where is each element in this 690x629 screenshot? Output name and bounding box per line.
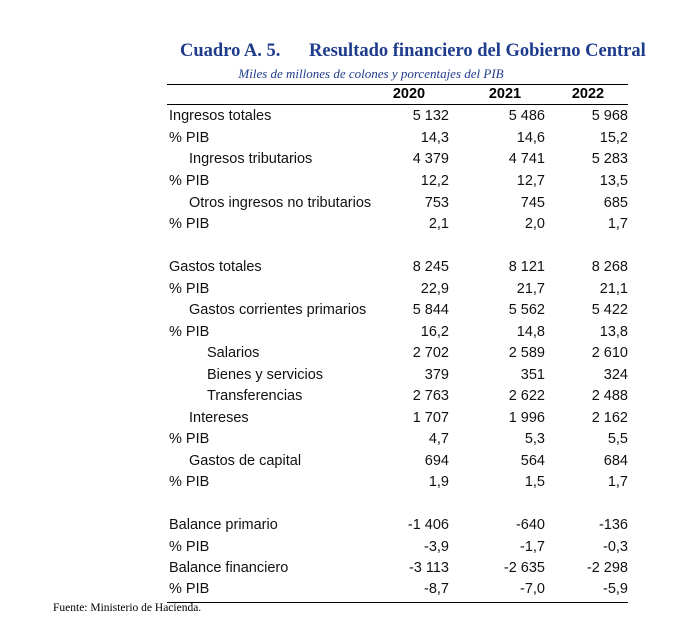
cell-2021: 5 562 (508, 302, 545, 318)
cell-2022: 5 422 (591, 302, 628, 318)
cell-2021: 14,6 (516, 130, 545, 146)
cell-2020: 12,2 (420, 173, 449, 189)
cell-2021: -7,0 (520, 581, 545, 597)
row-label: % PIB (169, 581, 210, 597)
cell-2021: 12,7 (516, 173, 545, 189)
row-label: % PIB (169, 216, 210, 232)
cell-2022: -0,3 (603, 539, 628, 555)
table-row (167, 195, 628, 216)
cell-2020: 694 (424, 453, 449, 469)
cell-2020: 5 132 (412, 108, 449, 124)
cell-2022: 685 (603, 195, 628, 211)
cell-2022: 5 283 (591, 151, 628, 167)
table-row (167, 367, 628, 388)
bottom-rule (167, 602, 628, 603)
cell-2022: 15,2 (599, 130, 628, 146)
cell-2020: 4,7 (428, 431, 449, 447)
table-row (167, 388, 628, 409)
cell-2022: 684 (603, 453, 628, 469)
row-label: % PIB (169, 474, 210, 490)
cell-2020: 1,9 (428, 474, 449, 490)
row-label: % PIB (169, 431, 210, 447)
cell-2021: 2 589 (508, 345, 545, 361)
table-row (167, 216, 628, 237)
table-row (167, 410, 628, 431)
row-label: Gastos totales (169, 259, 262, 275)
table-row (167, 581, 628, 602)
table-row (167, 560, 628, 581)
cell-2020: 2,1 (428, 216, 449, 232)
cell-2020: 4 379 (412, 151, 449, 167)
table-row (167, 281, 628, 302)
table-row (167, 302, 628, 323)
table-row (167, 324, 628, 345)
cell-2021: 1,5 (524, 474, 545, 490)
cell-2022: -2 298 (586, 560, 628, 576)
row-label: Gastos de capital (189, 453, 302, 469)
header-rule (167, 104, 628, 105)
cell-2021: 5 486 (508, 108, 545, 124)
row-label: % PIB (169, 324, 210, 340)
cell-2020: 14,3 (420, 130, 449, 146)
table-row (167, 108, 628, 129)
cell-2021: 5,3 (524, 431, 545, 447)
row-label: Otros ingresos no tributarios (189, 195, 372, 211)
row-label: Balance primario (169, 517, 278, 533)
table-row (167, 345, 628, 366)
table-row (167, 539, 628, 560)
cell-2022: 2 162 (591, 410, 628, 426)
column-header-2022: 2022 (571, 86, 605, 102)
cell-2022: 5 968 (591, 108, 628, 124)
cell-2020: -8,7 (424, 581, 449, 597)
row-label: Bienes y servicios (207, 367, 324, 383)
row-label: Intereses (189, 410, 249, 426)
cell-2022: 8 268 (591, 259, 628, 275)
table-title (180, 41, 650, 63)
cell-2021: 2,0 (524, 216, 545, 232)
table-row (167, 453, 628, 474)
cell-2020: 16,2 (420, 324, 449, 340)
cell-2022: 21,1 (599, 281, 628, 297)
cell-2022: 1,7 (607, 474, 628, 490)
table-row (167, 517, 628, 538)
cell-2020: -3 113 (408, 560, 449, 576)
column-header-2020: 2020 (392, 86, 426, 102)
cell-2020: 22,9 (420, 281, 449, 297)
cell-2021: -2 635 (503, 560, 545, 576)
cell-2020: 753 (424, 195, 449, 211)
cell-2021: -640 (515, 517, 545, 533)
table-row (167, 259, 628, 280)
row-label: % PIB (169, 539, 210, 555)
cell-2020: -1 406 (407, 517, 449, 533)
row-label: Gastos corrientes primarios (189, 302, 367, 318)
column-header-2021: 2021 (488, 86, 522, 102)
cell-2022: -5,9 (603, 581, 628, 597)
top-rule (167, 84, 628, 85)
cell-2021: -1,7 (520, 539, 545, 555)
cell-2022: 2 488 (591, 388, 628, 404)
row-label: % PIB (169, 173, 210, 189)
cell-2020: 1 707 (412, 410, 449, 426)
cell-2020: 8 245 (412, 259, 449, 275)
cell-2021: 745 (520, 195, 545, 211)
table-row (167, 173, 628, 194)
cell-2022: 13,8 (599, 324, 628, 340)
row-label: Ingresos totales (169, 108, 272, 124)
cell-2021: 21,7 (516, 281, 545, 297)
row-label: Transferencias (207, 388, 303, 404)
cell-2020: 379 (424, 367, 449, 383)
cell-2021: 14,8 (516, 324, 545, 340)
cell-2022: 324 (603, 367, 628, 383)
cell-2021: 564 (520, 453, 545, 469)
cell-2021: 351 (520, 367, 545, 383)
row-label: Salarios (207, 345, 260, 361)
cell-2022: 1,7 (607, 216, 628, 232)
source-note: Fuente: Ministerio de Hacienda. (53, 602, 202, 614)
table-subtitle: Miles de millones de colones y porcentajes del PIB (238, 66, 504, 81)
cell-2020: -3,9 (424, 539, 449, 555)
cell-2022: 5,5 (607, 431, 628, 447)
cell-2021: 4 741 (508, 151, 545, 167)
cell-2020: 5 844 (412, 302, 449, 318)
cell-2020: 2 763 (412, 388, 449, 404)
table-number: Cuadro A. 5. (180, 41, 281, 61)
cell-2021: 8 121 (508, 259, 545, 275)
row-label: % PIB (169, 130, 210, 146)
table-row (167, 130, 628, 151)
table-row (167, 151, 628, 172)
cell-2021: 1 996 (508, 410, 545, 426)
table-row (167, 474, 628, 495)
table-row (167, 431, 628, 452)
cell-2022: 13,5 (599, 173, 628, 189)
row-label: Ingresos tributarios (189, 151, 313, 167)
cell-2020: 2 702 (412, 345, 449, 361)
cell-2021: 2 622 (508, 388, 545, 404)
cell-2022: 2 610 (591, 345, 628, 361)
table-title-text: Resultado financiero del Gobierno Central (309, 41, 646, 61)
cell-2022: -136 (598, 517, 628, 533)
row-label: % PIB (169, 281, 210, 297)
row-label: Balance financiero (169, 560, 289, 576)
